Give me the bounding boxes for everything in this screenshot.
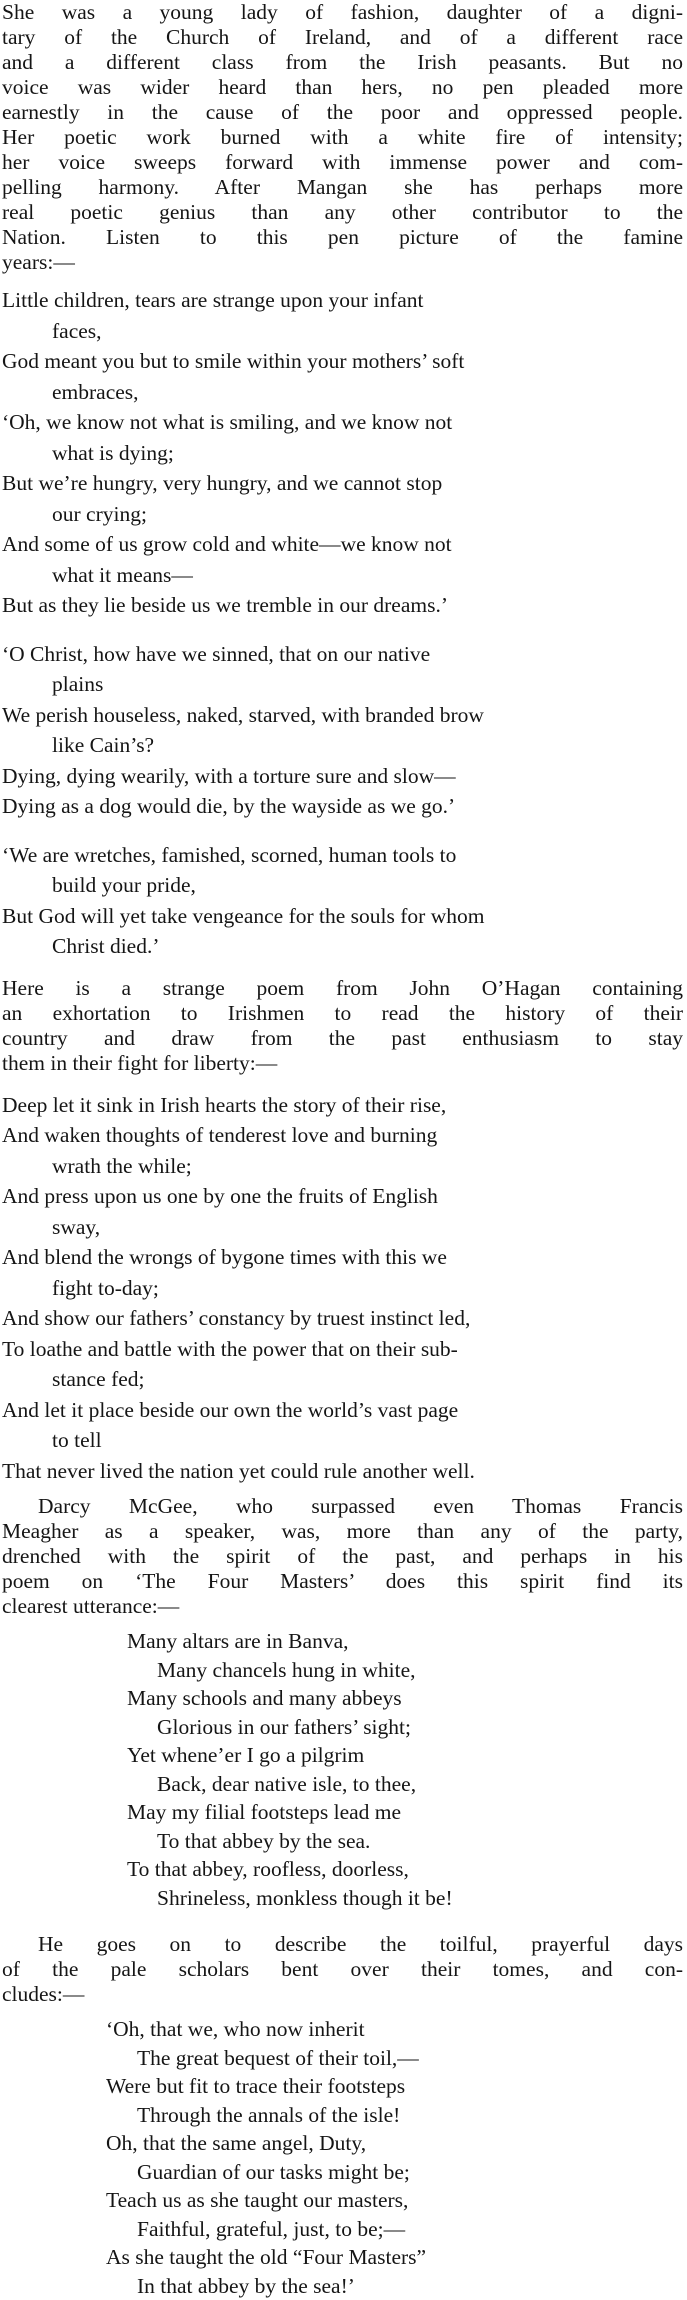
verse-text: ‘O Christ, how have we sinned, that on our native xyxy=(2,642,430,666)
ohagan-poem xyxy=(2,1090,683,1487)
verse-line xyxy=(2,1303,683,1334)
poem-stanza xyxy=(2,840,683,962)
verse-text: To loathe and battle with the power that on their sub- xyxy=(2,1337,458,1361)
verse-line: Yet whene’er I go a pilgrim xyxy=(2,1741,683,1770)
verse-line xyxy=(2,346,683,407)
verse-line: Guardian of our tasks might be; xyxy=(2,2158,683,2187)
verse-continuation: plains xyxy=(2,669,683,700)
text-line: of the pale scholars bent over their tomes, and con- xyxy=(2,1957,683,1982)
verse-line: Oh, that the same angel, Duty, xyxy=(2,2129,683,2158)
verse-text: We perish houseless, naked, starved, with branded brow xyxy=(2,703,484,727)
text-line: She was a young lady of fashion, daughter of a digni- xyxy=(2,0,683,25)
verse-line: Many schools and many abbeys xyxy=(2,1684,683,1713)
mcgee-intro-paragraph xyxy=(2,1494,683,1619)
verse-text: And let it place beside our own the world’s vast page xyxy=(2,1398,458,1422)
verse-continuation: build your pride, xyxy=(2,870,683,901)
verse-line: Teach us as she taught our masters, xyxy=(2,2186,683,2215)
verse-line xyxy=(2,1456,683,1487)
verse-text: But God will yet take vengeance for the souls for whom xyxy=(2,904,484,928)
verse-continuation: what is dying; xyxy=(2,438,683,469)
verse-continuation: like Cain’s? xyxy=(2,730,683,761)
text-line: He goes on to describe the toilful, prayerful days xyxy=(2,1932,683,1957)
verse-line xyxy=(2,840,683,901)
verse-line: Many altars are in Banva, xyxy=(2,1627,683,1656)
text-line: tary of the Church of Ireland, and of a different race xyxy=(2,25,683,50)
verse-line: Faithful, grateful, just, to be;— xyxy=(2,2215,683,2244)
text-line: Meagher as a speaker, was, more than any of the party, xyxy=(2,1519,683,1544)
verse-line xyxy=(2,1120,683,1181)
text-line: poem on ‘The Four Masters’ does this spirit find its xyxy=(2,1569,683,1594)
verse-continuation: embraces, xyxy=(2,377,683,408)
verse-line: To that abbey by the sea. xyxy=(2,1827,683,1856)
verse-line xyxy=(2,1242,683,1303)
verse-text: ‘Oh, we know not what is smiling, and we know not xyxy=(2,410,452,434)
verse-continuation: sway, xyxy=(2,1212,683,1243)
text-line: earnestly in the cause of the poor and oppressed people. xyxy=(2,100,683,125)
verse-line: Glorious in our fathers’ sight; xyxy=(2,1713,683,1742)
verse-line: Were but fit to trace their footsteps xyxy=(2,2072,683,2101)
verse-text: Dying as a dog would die, by the wayside as we go.’ xyxy=(2,794,455,818)
text-line: Nation. Listen to this pen picture of the famine xyxy=(2,225,683,250)
verse-line xyxy=(2,1334,683,1395)
verse-line xyxy=(2,407,683,468)
verse-text: Deep let it sink in Irish hearts the story of their rise, xyxy=(2,1093,446,1117)
verse-line: In that abbey by the sea!’ xyxy=(2,2272,683,2300)
verse-line: Back, dear native isle, to thee, xyxy=(2,1770,683,1799)
famine-poem xyxy=(2,285,683,962)
verse-continuation: what it means— xyxy=(2,560,683,591)
verse-line xyxy=(2,590,683,621)
verse-line: As she taught the old “Four Masters” xyxy=(2,2243,683,2272)
text-line: clearest utterance:— xyxy=(2,1594,683,1619)
conclusion-poem xyxy=(2,2015,683,2300)
verse-text: Little children, tears are strange upon your infant xyxy=(2,288,424,312)
verse-text: But we’re hungry, very hungry, and we cannot stop xyxy=(2,471,442,495)
verse-line: May my filial footsteps lead me xyxy=(2,1798,683,1827)
verse-line xyxy=(2,761,683,792)
verse-line: To that abbey, roofless, doorless, xyxy=(2,1855,683,1884)
verse-text: Dying, dying wearily, with a torture sure and slow— xyxy=(2,764,456,788)
verse-text: And blend the wrongs of bygone times with this we xyxy=(2,1245,447,1269)
text-line: and a different class from the Irish peasants. But no xyxy=(2,50,683,75)
verse-line: Through the annals of the isle! xyxy=(2,2101,683,2130)
verse-text: ‘We are wretches, famished, scorned, human tools to xyxy=(2,843,456,867)
poem-stanza xyxy=(2,285,683,621)
text-line: real poetic genius than any other contributor to the xyxy=(2,200,683,225)
verse-text: And show our fathers’ constancy by truest instinct led, xyxy=(2,1306,470,1330)
text-line: Here is a strange poem from John O’Hagan containing xyxy=(2,976,683,1001)
text-line: an exhortation to Irishmen to read the history of their xyxy=(2,1001,683,1026)
text-line: cludes:— xyxy=(2,1982,683,2007)
verse-continuation: our crying; xyxy=(2,499,683,530)
verse-continuation: faces, xyxy=(2,316,683,347)
four-masters-poem xyxy=(2,1627,683,1912)
verse-text: God meant you but to smile within your mothers’ soft xyxy=(2,349,464,373)
verse-line xyxy=(2,791,683,822)
verse-line: ‘Oh, that we, who now inherit xyxy=(2,2015,683,2044)
verse-line: The great bequest of their toil,— xyxy=(2,2044,683,2073)
text-line: her voice sweeps forward with immense power and com- xyxy=(2,150,683,175)
verse-text: And some of us grow cold and white—we know not xyxy=(2,532,452,556)
verse-text: That never lived the nation yet could rule another well. xyxy=(2,1459,475,1483)
verse-continuation: stance fed; xyxy=(2,1364,683,1395)
text-line: country and draw from the past enthusiasm to stay xyxy=(2,1026,683,1051)
text-line: Her poetic work burned with a white fire of intensity; xyxy=(2,125,683,150)
ohagan-intro-paragraph xyxy=(2,976,683,1076)
verse-line xyxy=(2,1395,683,1456)
verse-text: But as they lie beside us we tremble in our dreams.’ xyxy=(2,593,448,617)
text-line: Darcy McGee, who surpassed even Thomas Francis xyxy=(2,1494,683,1519)
verse-line: Many chancels hung in white, xyxy=(2,1656,683,1685)
verse-line xyxy=(2,700,683,761)
verse-line xyxy=(2,1181,683,1242)
text-line: drenched with the spirit of the past, and perhaps in his xyxy=(2,1544,683,1569)
intro-paragraph xyxy=(2,0,683,275)
text-line: them in their fight for liberty:— xyxy=(2,1051,683,1076)
verse-line xyxy=(2,901,683,962)
text-line: voice was wider heard than hers, no pen pleaded more xyxy=(2,75,683,100)
verse-text: And waken thoughts of tenderest love and burning xyxy=(2,1123,437,1147)
verse-line: Shrineless, monkless though it be! xyxy=(2,1884,683,1913)
verse-line xyxy=(2,529,683,590)
toil-intro-paragraph xyxy=(2,1932,683,2007)
verse-line xyxy=(2,639,683,700)
verse-continuation: to tell xyxy=(2,1425,683,1456)
verse-continuation: wrath the while; xyxy=(2,1151,683,1182)
verse-text: And press upon us one by one the fruits of English xyxy=(2,1184,438,1208)
verse-line xyxy=(2,1090,683,1121)
text-line: years:— xyxy=(2,250,683,275)
poem-stanza xyxy=(2,639,683,822)
verse-line xyxy=(2,285,683,346)
text-line: pelling harmony. After Mangan she has perhaps more xyxy=(2,175,683,200)
verse-continuation: fight to-day; xyxy=(2,1273,683,1304)
verse-continuation: Christ died.’ xyxy=(2,931,683,962)
verse-line xyxy=(2,468,683,529)
